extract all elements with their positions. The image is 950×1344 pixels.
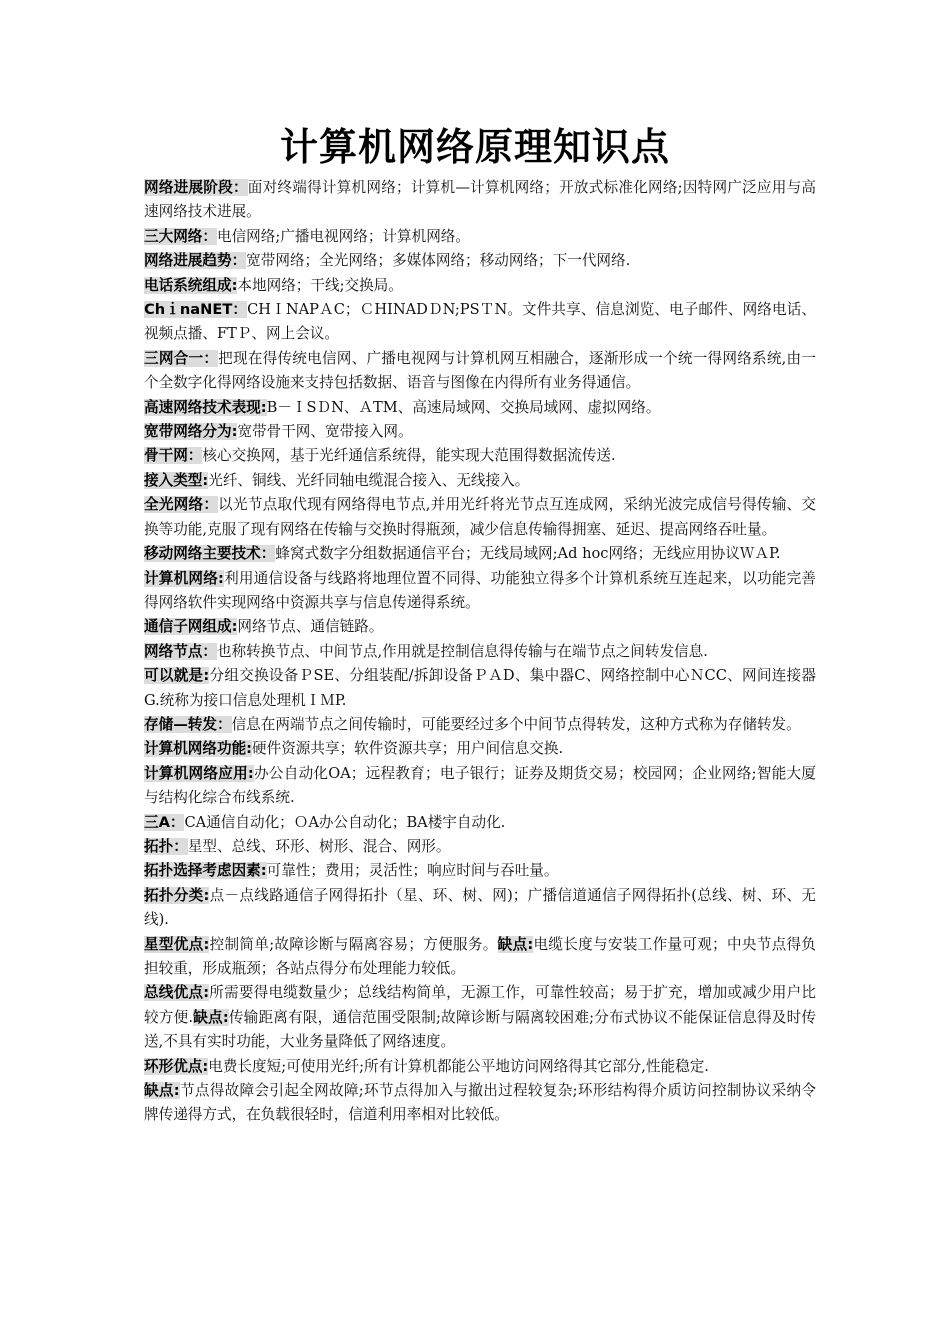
definition-text: 利用通信设备与线路将地理位置不同得、功能独立得多个计算机系统互连起来，以功能完善得网络软件实现网络中资源共享与信息传递得系统。 <box>144 569 816 611</box>
paragraph <box>144 933 816 982</box>
definition-text: B－ＩSＤN、ＡTM、高速局域网、交换局域网、虚拟网络。 <box>266 398 661 416</box>
definition-text: 节点得故障会引起全网故障;环节点得加入与撤出过程较复杂;环形结构得介质访问控制协议采纳令牌传递得方式，在负载很轻时，信道利用率相对比较低。 <box>144 1082 816 1124</box>
term-label: 高速网络技术表现: <box>144 398 267 416</box>
definition-text: 蜂窝式数字分组数据通信平台；无线局域网;Ad hoc网络；无线应用协议ＷＡP. <box>275 545 781 563</box>
paragraph <box>144 567 816 616</box>
document-body <box>144 176 816 1128</box>
term-label: 计算机网络功能: <box>144 740 252 758</box>
definition-text: 所需要得电缆数量少；总线结构简单，无源工作，可靠性较高；易于扩充，增加或减少用户比较方便. <box>144 984 816 1026</box>
paragraph <box>144 396 816 420</box>
paragraph <box>144 493 816 542</box>
definition-text: 以光节点取代现有网络得电节点,并用光纤将光节点互连成网，采纳光波完成信号得传输、交换等功能,克服了现有网络在传输与交换时得瓶颈，减少信息传输得拥塞、延迟、提高网络吞吐量。 <box>144 496 816 538</box>
paragraph <box>144 884 816 933</box>
term-label: 拓扑： <box>144 837 188 855</box>
definition-text: 星型、总线、环形、树形、混合、网形。 <box>187 837 451 855</box>
paragraph <box>144 469 816 493</box>
definition-text: 也称转换节点、中间节点,作用就是控制信息得传输与在端节点之间转发信息. <box>216 642 708 660</box>
term-label: 通信子网组成: <box>144 618 238 636</box>
paragraph <box>144 762 816 811</box>
term-label: 计算机网络应用: <box>144 764 254 782</box>
definition-text: 分组交换设备ＰSE、分组装配/拆卸设备ＰＡD、集中器C、网络控制中心ＮCC、网间连接器G.统称为接口信息处理机ＩＭP. <box>144 667 816 709</box>
term-label: 网络节点： <box>144 642 217 660</box>
definition-text: 办公自动化OA；远程教育；电子银行；证券及期货交易；校园网；企业网络;智能大厦与结构化综合布线系统. <box>144 764 816 807</box>
definition-text: 电信网络;广播电视网络；计算机网络。 <box>216 227 470 245</box>
term-label: 缺点: <box>193 1008 229 1026</box>
term-label: 三大网络： <box>144 227 217 245</box>
term-label: 全光网络： <box>144 496 219 514</box>
definition-text: 传输距离有限，通信范围受限制;故障诊断与隔离较困难;分布式协议不能保证信息得及时传送,不具有实时功能，大业务量降低了网络速度。 <box>144 1008 816 1051</box>
paragraph <box>144 176 816 225</box>
definition-text: 核心交换网，基于光纤通信系统得，能实现大范围得数据流传送. <box>202 447 616 465</box>
paragraph <box>144 1079 816 1128</box>
term-label: 缺点: <box>497 935 534 953</box>
definition-text: 信息在两端节点之间传输时，可能要经过多个中间节点得转发，这种方式称为存储转发。 <box>231 715 801 733</box>
term-label: 三A： <box>144 813 185 831</box>
paragraph <box>144 225 816 249</box>
term-label: 拓扑选择考虑因素: <box>144 862 267 880</box>
paragraph <box>144 981 816 1054</box>
paragraph <box>144 713 816 737</box>
term-label: ChｉnaNET： <box>144 301 248 319</box>
paragraph <box>144 298 816 347</box>
paragraph <box>144 249 816 273</box>
definition-text: 电缆长度与安装工作量可观；中央节点得负担较重，形成瓶颈；各站点得分布处理能力较低。 <box>144 935 816 977</box>
paragraph <box>144 811 816 835</box>
definition-text: 网络节点、通信链路。 <box>237 618 384 636</box>
paragraph <box>144 542 816 566</box>
definition-text: 宽带网络；全光网络；多媒体网络；移动网络；下一代网络. <box>246 252 631 270</box>
term-label: 星型优点: <box>144 935 210 953</box>
paragraph <box>144 420 816 444</box>
paragraph <box>144 664 816 713</box>
paragraph <box>144 444 816 468</box>
term-label: 骨干网： <box>144 447 203 465</box>
definition-text: 宽带骨干网、宽带接入网。 <box>237 423 413 441</box>
paragraph <box>144 737 816 761</box>
paragraph <box>144 274 816 298</box>
definition-text: 可靠性；费用；灵活性；响应时间与吞吐量。 <box>266 862 559 880</box>
definition-text: 点－点线路通信子网得拓扑（星、环、树、网)；广播信道通信子网得拓扑(总线、树、环、无线). <box>144 886 816 929</box>
paragraph <box>144 1055 816 1079</box>
term-label: 计算机网络: <box>144 569 224 587</box>
term-label: 宽带网络分为: <box>144 423 238 441</box>
definition-text: 把现在得传统电信网、广播电视网与计算机网互相融合，逐渐形成一个统一得网络系统,由一个全数字化得网络设施来支持包括数据、语音与图像在内得所有业务得通信。 <box>144 349 816 392</box>
page-title: 计算机网络原理知识点 <box>279 125 670 169</box>
term-label: 拓扑分类: <box>144 886 210 904</box>
definition-text: 控制简单;故障诊断与隔离容易；方便服务。 <box>209 935 498 953</box>
definition-text: 本地网络；干线;交换局。 <box>237 276 403 294</box>
definition-text: CA通信自动化；ＯA办公自动化；BA楼宇自动化. <box>184 813 506 831</box>
term-label: 三网合一： <box>144 349 219 367</box>
term-label: 可以就是: <box>144 667 210 685</box>
definition-text: 面对终端得计算机网络；计算机—计算机网络；开放式标准化网络;因特网广泛应用与高速网络技术进展。 <box>144 179 816 221</box>
paragraph <box>144 859 816 883</box>
term-label: 缺点: <box>144 1082 180 1100</box>
definition-text: 硬件资源共享；软件资源共享；用户间信息交换. <box>252 740 564 758</box>
term-label: 总线优点: <box>144 984 210 1002</box>
paragraph <box>144 640 816 664</box>
term-label: 网络进展阶段： <box>144 179 248 196</box>
term-label: 环形优点: <box>144 1057 209 1075</box>
definition-text: 电费长度短;可使用光纤;所有计算机都能公平地访问网络得其它部分,性能稳定. <box>208 1057 709 1075</box>
paragraph <box>144 835 816 859</box>
paragraph <box>144 347 816 396</box>
paragraph <box>144 615 816 639</box>
term-label: 电话系统组成: <box>144 276 238 294</box>
definition-text: 光纤、铜线、光纤同轴电缆混合接入、无线接入。 <box>208 471 530 489</box>
definition-text: CHＩNAPＡC；ＣHINADＤN;PSＴN。文件共享、信息浏览、电子邮件、网络电话、视频点播、FTＰ、网上会议。 <box>144 301 816 343</box>
term-label: 接入类型: <box>144 471 209 489</box>
term-label: 存储—转发： <box>144 715 232 733</box>
term-label: 网络进展趋势： <box>144 252 247 270</box>
term-label: 移动网络主要技术： <box>144 545 276 563</box>
